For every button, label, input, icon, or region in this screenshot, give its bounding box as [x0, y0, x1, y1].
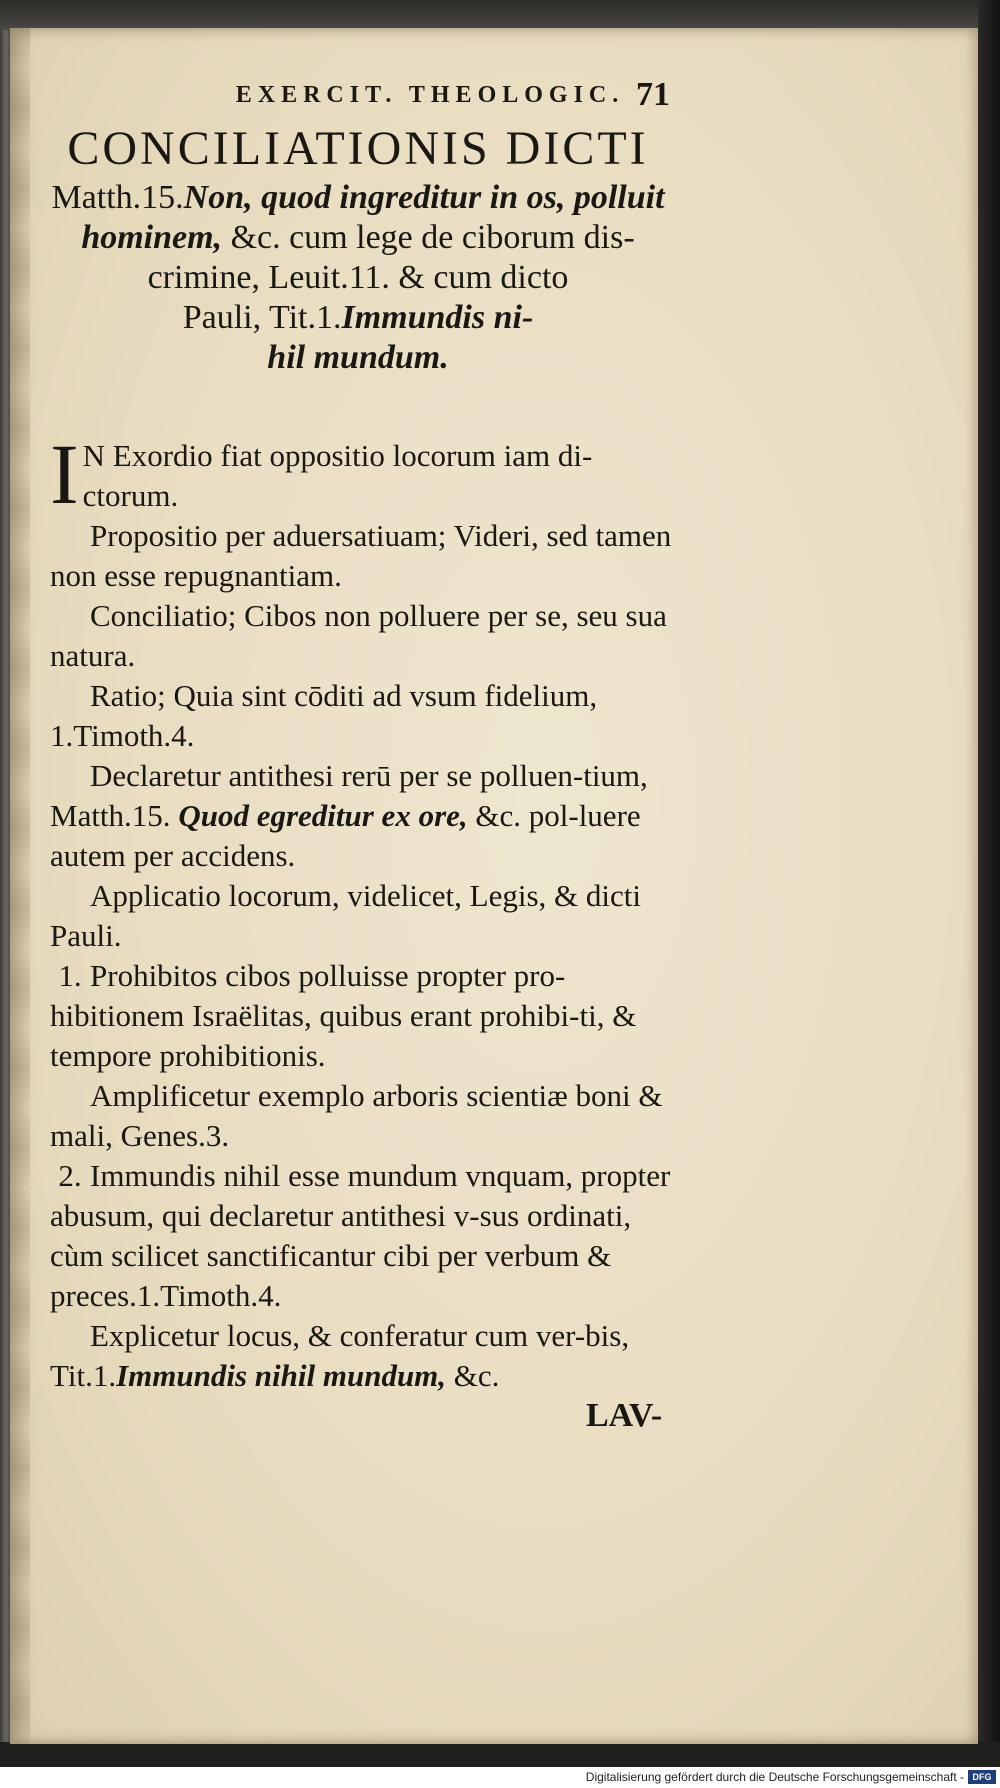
paragraph-text: &c. pol-luere autem per accidens.	[50, 798, 641, 873]
catchword: LAV-	[586, 1397, 663, 1434]
title-line-2-roman: Matth.15.	[51, 179, 184, 216]
title-line-4: crimine, Leuit.11. & cum dicto	[147, 259, 569, 296]
title-line-5-roman: Pauli, Tit.1.	[182, 299, 342, 336]
paragraph-point-2	[50, 1156, 680, 1316]
section-title	[38, 120, 678, 378]
paragraph-text: Explicetur locus, & conferatur cum ver-bis, Tit.1.	[50, 1318, 630, 1393]
digitization-footer	[0, 1767, 1000, 1788]
paragraph-point-1	[50, 956, 680, 1076]
paragraph-text: Declaretur antithesi rerū per se polluen-tium, Matth.15.	[50, 758, 648, 833]
title-line-2	[38, 178, 678, 218]
paragraph-text: &c.	[446, 1358, 500, 1393]
title-line-2-italic: Non, quod ingreditur in os, polluit	[183, 179, 665, 216]
title-line-3	[38, 218, 678, 258]
page-gutter	[10, 28, 30, 1744]
body-text	[50, 426, 680, 1396]
footer-credit: Digitalisierung gefördert durch die Deutsche Forschungsgemeinschaft -	[585, 1770, 964, 1784]
paragraph-conciliatio: Conciliatio; Cibos non polluere per se, seu sua natura.	[50, 598, 667, 673]
point-number: 1.	[58, 958, 82, 993]
point-number: 2.	[58, 1158, 82, 1193]
title-line-3-roman: &c. cum lege de ciborum dis-	[222, 219, 635, 256]
scan-right-edge	[978, 0, 1000, 1788]
running-head: EXERCIT. THEOLOGIC.	[235, 82, 625, 108]
paragraph-propositio: Propositio per aduersatiuam; Videri, sed tamen non esse repugnantiam.	[50, 518, 672, 593]
title-line-1: CONCILIATIONIS DICTI	[67, 122, 649, 175]
drop-cap: I	[50, 426, 79, 522]
paragraph-italic: Quod egreditur ex ore,	[178, 798, 468, 833]
paragraph-text: Immundis nihil esse mundum vnquam, propter abusum, qui declaretur antithesi v-sus ordinati, cùm scilicet sanctificantur cibi per verbum & preces.1.Timoth.4.	[50, 1158, 671, 1313]
paragraph-explicetur	[50, 1316, 680, 1396]
paragraph-italic: Immundis nihil mundum,	[116, 1358, 447, 1393]
page-number: 71	[636, 76, 670, 113]
paragraph-applicatio: Applicatio locorum, videlicet, Legis, & dicti Pauli.	[50, 878, 641, 953]
paragraph-text: Prohibitos cibos polluisse propter pro-hibitionem Israëlitas, quibus erant prohibi-ti, & tempore prohibitionis.	[50, 958, 637, 1073]
title-line-6	[38, 338, 678, 378]
scan-top-edge	[0, 0, 1000, 30]
book-page	[10, 28, 978, 1744]
paragraph-text: N Exordio fiat oppositio locorum iam di-ctorum.	[82, 438, 593, 513]
paragraph-amplificetur: Amplificetur exemplo arboris scientiæ boni & mali, Genes.3.	[50, 1078, 663, 1153]
dfg-logo-icon: DFG	[968, 1770, 996, 1784]
title-line-5	[38, 298, 678, 338]
scan-bottom-edge	[0, 1742, 1000, 1767]
title-line-6-italic: hil mundum.	[267, 339, 449, 376]
paragraph-ratio: Ratio; Quia sint cōditi ad vsum fidelium, 1.Timoth.4.	[50, 678, 598, 753]
title-line-3-italic: hominem,	[81, 219, 223, 256]
title-line-5-italic: Immundis ni-	[341, 299, 534, 336]
paragraph-exordium	[50, 426, 680, 522]
paragraph-declaretur	[50, 756, 680, 876]
